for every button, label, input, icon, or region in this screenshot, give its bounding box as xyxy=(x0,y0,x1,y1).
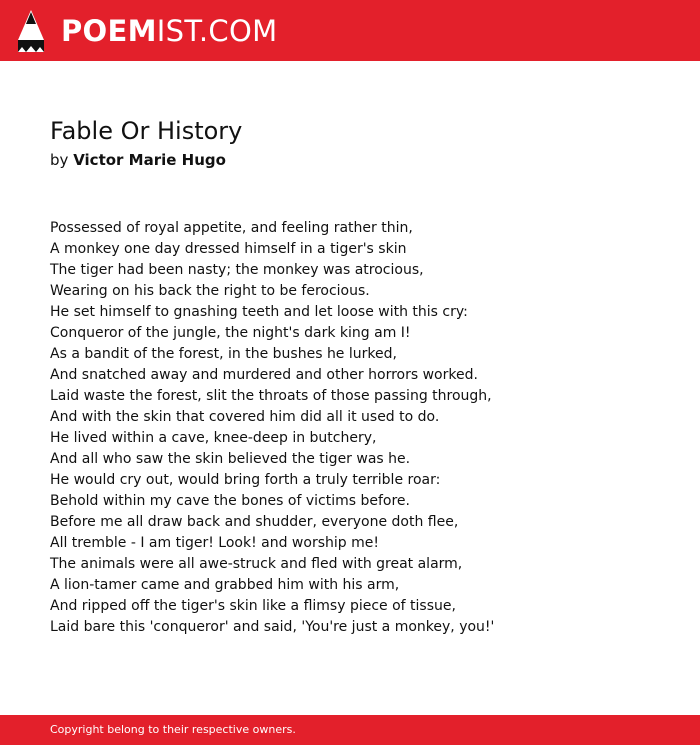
poem-line: He lived within a cave, knee-deep in butchery, xyxy=(50,430,377,446)
poem-line: All tremble - I am tiger! Look! and worship me! xyxy=(50,535,379,551)
pencil-tip-icon xyxy=(18,10,44,52)
site-logo-link[interactable] xyxy=(18,10,277,52)
poem-line: Behold within my cave the bones of victims before. xyxy=(50,493,410,509)
byline xyxy=(50,149,670,171)
poem-line: Before me all draw back and shudder, everyone doth flee, xyxy=(50,514,459,530)
site-footer xyxy=(0,715,700,745)
poem-line: Laid waste the forest, slit the throats of those passing through, xyxy=(50,388,492,404)
poem-line: He would cry out, would bring forth a truly terrible roar: xyxy=(50,472,441,488)
poem-line: The tiger had been nasty; the monkey was atrocious, xyxy=(50,262,424,278)
poem-line: Wearing on his back the right to be ferocious. xyxy=(50,283,370,299)
poem-line: Possessed of royal appetite, and feeling rather thin, xyxy=(50,220,413,236)
copyright-text: Copyright belong to their respective owners. xyxy=(50,723,296,736)
poem-line: And ripped off the tiger's skin like a flimsy piece of tissue, xyxy=(50,598,456,614)
poem-line: He set himself to gnashing teeth and let loose with this cry: xyxy=(50,304,468,320)
poem-content xyxy=(50,113,670,635)
poem-line: And with the skin that covered him did all it used to do. xyxy=(50,409,440,425)
poem-line: Laid bare this 'conqueror' and said, 'You're just a monkey, you!' xyxy=(50,619,495,635)
poem-title: Fable Or History xyxy=(50,117,243,145)
poem-body xyxy=(50,218,670,638)
poem-line: And all who saw the skin believed the tiger was he. xyxy=(50,451,411,467)
poem-line: A monkey one day dressed himself in a tiger's skin xyxy=(50,241,407,257)
poem-line: A lion-tamer came and grabbed him with his arm, xyxy=(50,577,400,593)
poem-line: As a bandit of the forest, in the bushes he lurked, xyxy=(50,346,397,362)
poem-line: Conqueror of the jungle, the night's dark king am I! xyxy=(50,325,411,341)
byline-prefix: by xyxy=(50,151,69,169)
logo-light-part: IST.COM xyxy=(156,14,278,48)
poem-author: Victor Marie Hugo xyxy=(73,151,226,169)
logo-bold-part: POEM xyxy=(61,14,157,48)
site-header xyxy=(0,0,700,61)
poem-line: And snatched away and murdered and other horrors worked. xyxy=(50,367,478,383)
site-logo-text xyxy=(61,10,277,52)
poem-line: The animals were all awe-struck and fled with great alarm, xyxy=(50,556,463,572)
